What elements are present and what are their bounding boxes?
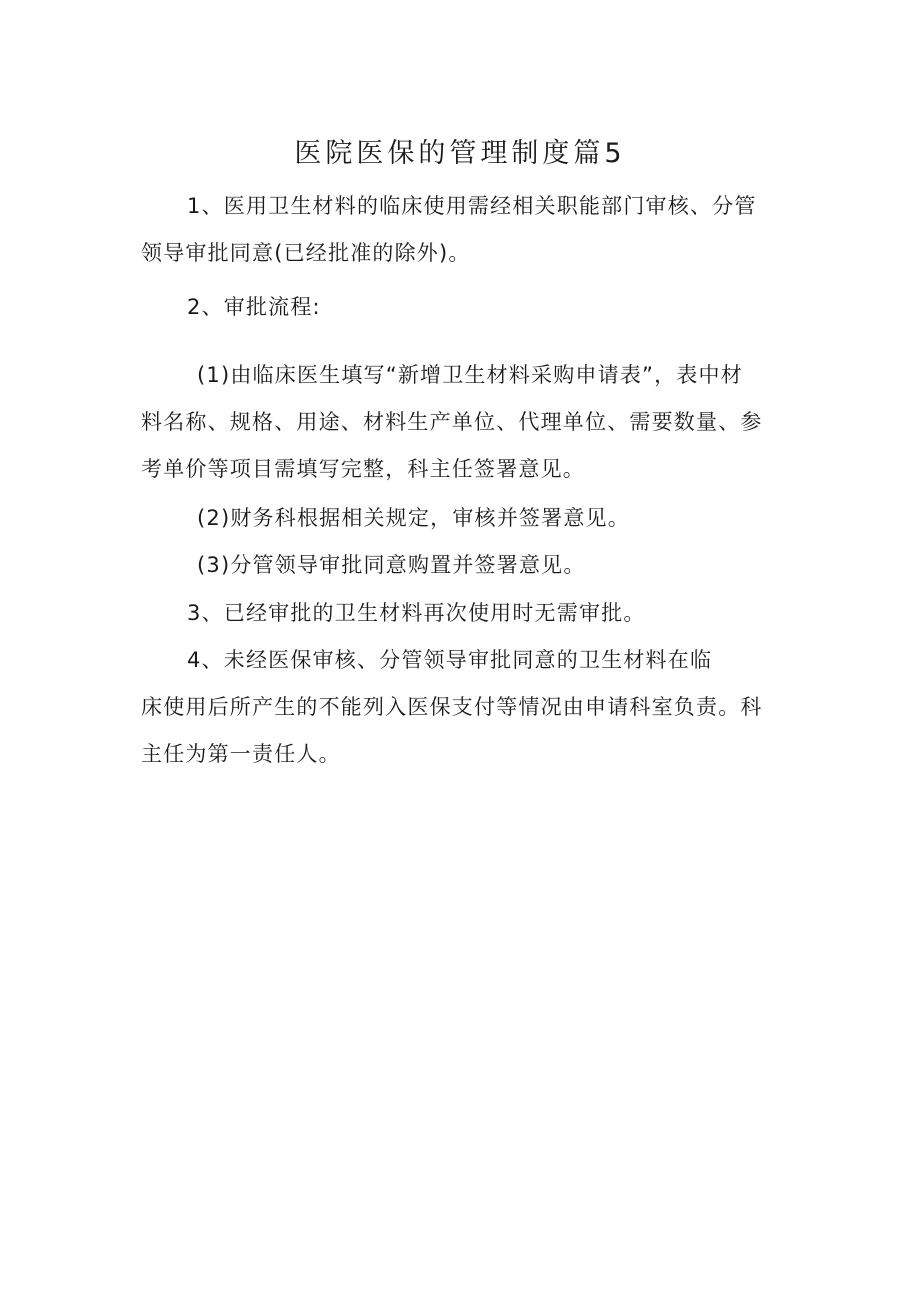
paragraph-5 — [141, 542, 791, 589]
paragraph-6-line-1: 3、已经审批的卫生材料再次使用时无需审批。 — [187, 601, 646, 625]
paragraph-1-line-1: 1、医用卫生材料的临床使用需经相关职能部门审核、分管 — [187, 194, 757, 218]
paragraph-4 — [141, 495, 791, 542]
paragraph-7-line-2: 床使用后所产生的不能列入医保支付等情况由申请科室负责。科 — [141, 695, 763, 719]
paragraph-2 — [141, 284, 791, 331]
paragraph-3-line-2: 料名称、规格、用途、材料生产单位、代理单位、需要数量、参 — [141, 410, 763, 434]
paragraph-3 — [141, 352, 791, 493]
paragraph-2-line-1: 2、审批流程: — [187, 295, 321, 319]
paragraph-7 — [141, 637, 791, 778]
paragraph-3-line-1: (1)由临床医生填写“新增卫生材料采购申请表”，表中材 — [197, 363, 743, 387]
paragraph-6 — [141, 590, 791, 637]
paragraph-5-line-1: (3)分管领导审批同意购置并签署意见。 — [197, 553, 586, 577]
document-title: 医院医保的管理制度篇5 — [294, 138, 626, 169]
paragraph-7-line-1: 4、未经医保审核、分管领导审批同意的卫生材料在临 — [187, 648, 713, 672]
paragraph-1 — [141, 183, 791, 277]
paragraph-7-line-3: 主任为第一责任人。 — [141, 742, 341, 766]
paragraph-4-line-1: (2)财务科根据相关规定，审核并签署意见。 — [197, 506, 630, 530]
paragraph-1-line-2: 领导审批同意(已经批准的除外)。 — [141, 241, 471, 265]
paragraph-3-line-3: 考单价等项目需填写完整，科主任签署意见。 — [141, 457, 585, 481]
